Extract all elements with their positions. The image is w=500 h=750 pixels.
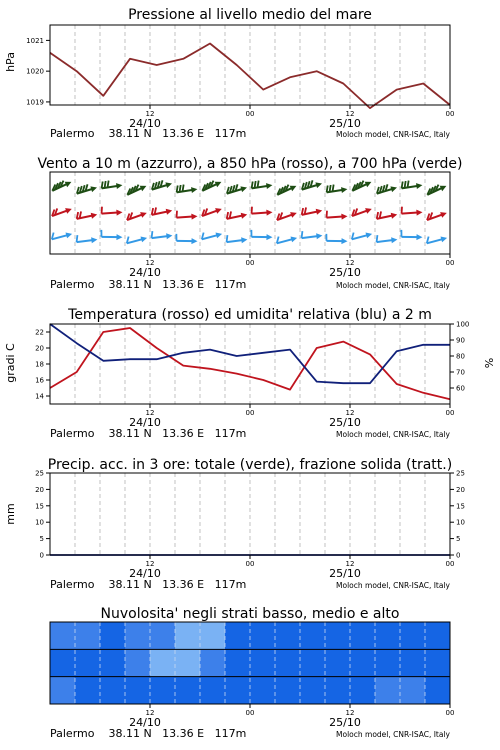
wind-barb-feather bbox=[333, 185, 334, 192]
cloud-cell bbox=[325, 649, 351, 677]
wind-x-ticks bbox=[129, 254, 454, 279]
wind-barb bbox=[127, 185, 146, 195]
wind-barb-head bbox=[441, 237, 448, 243]
cloud-cell bbox=[50, 649, 76, 677]
wind-barb bbox=[102, 207, 123, 216]
x-tick-label: 12 bbox=[145, 709, 155, 717]
date-label: 25/10 bbox=[329, 567, 361, 580]
wind-barb bbox=[352, 233, 372, 240]
pressure-grid bbox=[75, 25, 425, 105]
x-tick-label: 00 bbox=[245, 110, 255, 118]
y-tick-label: 100 bbox=[456, 320, 470, 329]
wind-barb bbox=[52, 181, 71, 191]
wind-barb bbox=[52, 233, 72, 240]
wind-barb-feather bbox=[408, 181, 409, 188]
wind-barb-feather bbox=[405, 181, 406, 188]
cloud-cell bbox=[225, 677, 251, 705]
wind-barb-head bbox=[241, 213, 248, 219]
x-tick-label: 12 bbox=[145, 259, 155, 267]
cloud-cell bbox=[200, 622, 226, 650]
temperature-grid bbox=[75, 324, 425, 404]
cloud-cell bbox=[75, 622, 101, 650]
wind-barb-head bbox=[240, 186, 247, 192]
wind-barb-head bbox=[165, 182, 172, 188]
cloud-cell bbox=[125, 622, 151, 650]
temperature-model: Moloch model, CNR-ISAC, Italy bbox=[336, 430, 450, 439]
wind-barb bbox=[227, 235, 248, 243]
wind-barb bbox=[101, 230, 122, 240]
wind-barb bbox=[377, 211, 398, 218]
y-tick-label: 1021 bbox=[26, 36, 44, 45]
cloud-cell bbox=[350, 622, 376, 650]
temperature-y-ticks bbox=[35, 329, 50, 401]
cloud-cell bbox=[150, 649, 176, 677]
precipitation-y-ticks-right bbox=[450, 470, 465, 560]
wind-barb-feather bbox=[183, 185, 184, 192]
cloud-cell bbox=[50, 677, 76, 705]
wind-barb-head bbox=[241, 237, 247, 243]
cloud-cell bbox=[225, 622, 251, 650]
wind-barb-feather bbox=[77, 235, 78, 242]
cloud-cell bbox=[200, 677, 226, 705]
wind-barb bbox=[327, 185, 348, 193]
temperature-panel bbox=[4, 307, 496, 440]
wind-barb-head bbox=[91, 237, 97, 243]
wind-barb bbox=[302, 207, 323, 214]
cloud-panel bbox=[50, 606, 454, 740]
cloud-cell bbox=[125, 649, 151, 677]
cloud-cell bbox=[400, 622, 426, 650]
y-tick-label: 15 bbox=[35, 502, 44, 511]
wind-barb bbox=[302, 180, 322, 189]
wind-barb-head bbox=[291, 237, 298, 243]
wind-barb bbox=[251, 230, 272, 240]
wind-barb-head bbox=[416, 234, 422, 240]
cloud-cell bbox=[175, 649, 201, 677]
cloud-cell bbox=[350, 677, 376, 705]
y-tick-label: 25 bbox=[456, 469, 465, 478]
wind-barb-head bbox=[66, 233, 73, 239]
wind-barb-feather bbox=[330, 185, 331, 192]
precipitation-grid bbox=[75, 473, 425, 555]
wind-barb bbox=[427, 185, 446, 195]
wind-barb-feather bbox=[327, 185, 328, 192]
precipitation-ylabel: mm bbox=[4, 503, 17, 525]
wind-barb bbox=[52, 208, 72, 216]
cloud-cell bbox=[375, 677, 401, 705]
wind-barb bbox=[427, 212, 447, 220]
temperature-x-ticks bbox=[129, 404, 454, 429]
cloud-cell bbox=[275, 649, 301, 677]
x-tick-label: 00 bbox=[245, 709, 255, 717]
y-tick-label: 5 bbox=[39, 535, 44, 544]
wind-barb-feather bbox=[302, 231, 303, 238]
x-tick-label: 12 bbox=[345, 259, 355, 267]
wind-barb-head bbox=[366, 233, 373, 239]
wind-barb-feather bbox=[105, 181, 106, 188]
y-tick-label: 20 bbox=[456, 485, 465, 494]
wind-barb-feather bbox=[108, 181, 109, 188]
x-tick-label: 12 bbox=[345, 409, 355, 417]
precipitation-panel bbox=[4, 457, 465, 591]
x-tick-label: 12 bbox=[345, 709, 355, 717]
wind-barb bbox=[152, 180, 172, 189]
wind-barb bbox=[352, 208, 372, 216]
x-tick-label: 00 bbox=[445, 409, 455, 417]
cloud-cell bbox=[300, 622, 326, 650]
wind-barb bbox=[277, 212, 297, 220]
wind-barb-feather bbox=[258, 181, 259, 188]
cloud-cell bbox=[75, 649, 101, 677]
cloud-cell bbox=[375, 622, 401, 650]
y-tick-label: 70 bbox=[456, 368, 465, 377]
wind-barb bbox=[127, 237, 147, 244]
cloud-cell bbox=[325, 622, 351, 650]
cloud-cell bbox=[125, 677, 151, 705]
y-tick-label: 20 bbox=[35, 485, 44, 494]
cloud-cell bbox=[200, 649, 226, 677]
wind-barb bbox=[402, 207, 423, 216]
wind-barb bbox=[177, 185, 198, 193]
y-tick-label: 60 bbox=[456, 384, 465, 393]
precipitation-y-ticks bbox=[35, 470, 50, 560]
wind-barb bbox=[176, 234, 197, 244]
wind-barb bbox=[127, 212, 147, 220]
wind-barb bbox=[401, 230, 422, 240]
temperature-ylabel: gradi C bbox=[4, 343, 17, 383]
date-label: 25/10 bbox=[329, 416, 361, 429]
precipitation-x-ticks bbox=[129, 555, 454, 580]
wind-barb bbox=[152, 207, 173, 214]
y-tick-label: 0 bbox=[456, 551, 461, 560]
cloud-cell bbox=[350, 649, 376, 677]
wind-barb bbox=[152, 231, 173, 239]
y-tick-label: 5 bbox=[456, 535, 461, 544]
precipitation-title: Precip. acc. in 3 ore: totale (verde), frazione solida (tratt.) bbox=[47, 457, 453, 473]
wind-barb bbox=[252, 181, 273, 189]
wind-barb-head bbox=[191, 214, 197, 220]
date-label: 24/10 bbox=[129, 567, 161, 580]
temperature-frame bbox=[50, 324, 450, 404]
wind-barb-head bbox=[316, 233, 322, 239]
wind-barb bbox=[227, 211, 248, 218]
precipitation-location: Palermo 38.11 N 13.36 E 117m bbox=[50, 578, 247, 591]
temperature-title: Temperatura (rosso) ed umidita' relativa (blu) a 2 m bbox=[68, 307, 432, 323]
wind-barb-head bbox=[116, 234, 122, 240]
date-label: 24/10 bbox=[129, 716, 161, 729]
wind-barb-head bbox=[166, 209, 173, 215]
cloud-cell bbox=[175, 677, 201, 705]
date-label: 25/10 bbox=[329, 266, 361, 279]
y-tick-label: 1019 bbox=[26, 98, 44, 107]
wind-model: Moloch model, CNR-ISAC, Italy bbox=[336, 281, 450, 290]
precipitation-model: Moloch model, CNR-ISAC, Italy bbox=[336, 581, 450, 590]
wind-barb-head bbox=[166, 233, 172, 239]
y-tick-label: 10 bbox=[35, 518, 44, 527]
wind-barb bbox=[77, 184, 97, 193]
date-label: 24/10 bbox=[129, 416, 161, 429]
x-tick-label: 00 bbox=[445, 110, 455, 118]
wind-barb bbox=[277, 185, 296, 195]
temperature-location: Palermo 38.11 N 13.36 E 117m bbox=[50, 427, 247, 440]
pressure-model: Moloch model, CNR-ISAC, Italy bbox=[336, 130, 450, 139]
cloud-x-ticks bbox=[129, 704, 454, 729]
x-tick-label: 00 bbox=[245, 259, 255, 267]
pressure-ylabel: hPa bbox=[4, 52, 17, 72]
wind-barb bbox=[177, 211, 198, 220]
wind-barb bbox=[302, 231, 323, 239]
pressure-location: Palermo 38.11 N 13.36 E 117m bbox=[50, 127, 247, 140]
wind-plot bbox=[52, 180, 447, 244]
wind-barb-feather bbox=[252, 181, 253, 188]
wind-barb bbox=[377, 184, 397, 193]
wind-barb-head bbox=[266, 210, 272, 216]
wind-barb bbox=[227, 184, 247, 193]
wind-barb bbox=[326, 234, 347, 244]
wind-barb bbox=[352, 181, 371, 191]
x-tick-label: 00 bbox=[245, 560, 255, 568]
y-tick-label: 20 bbox=[35, 344, 44, 353]
cloud-cell bbox=[250, 677, 276, 705]
y-tick-label: 80 bbox=[456, 352, 465, 361]
date-label: 25/10 bbox=[329, 716, 361, 729]
wind-barb bbox=[377, 235, 398, 243]
wind-barb-head bbox=[116, 183, 122, 189]
wind-panel bbox=[37, 156, 462, 291]
wind-barb-head bbox=[90, 186, 97, 192]
cloud-cell bbox=[425, 677, 451, 705]
y-tick-label: 22 bbox=[35, 328, 44, 337]
cloud-cell bbox=[325, 677, 351, 705]
wind-barb bbox=[77, 211, 98, 218]
wind-barb-head bbox=[116, 210, 122, 216]
cloud-cell bbox=[425, 622, 451, 650]
cloud-cell bbox=[150, 622, 176, 650]
wind-location: Palermo 38.11 N 13.36 E 117m bbox=[50, 278, 247, 291]
y-tick-label: 0 bbox=[39, 551, 44, 560]
precipitation-frame bbox=[50, 473, 450, 555]
wind-barb bbox=[77, 235, 98, 243]
cloud-cell bbox=[75, 677, 101, 705]
wind-barb bbox=[202, 233, 222, 240]
wind-barb-head bbox=[416, 210, 422, 216]
pressure-panel bbox=[4, 7, 454, 140]
y-tick-label: 25 bbox=[35, 469, 44, 478]
cloud-cell bbox=[250, 622, 276, 650]
cloud-location: Palermo 38.11 N 13.36 E 117m bbox=[50, 727, 247, 740]
wind-barb-head bbox=[316, 209, 323, 215]
y-tick-label: 18 bbox=[35, 360, 44, 369]
cloud-cell bbox=[150, 677, 176, 705]
cloud-cell bbox=[300, 677, 326, 705]
wind-barb bbox=[202, 208, 222, 216]
y-tick-label: 1020 bbox=[26, 67, 44, 76]
cloud-cell bbox=[50, 622, 76, 650]
date-label: 25/10 bbox=[329, 117, 361, 130]
y-tick-label: 16 bbox=[35, 376, 44, 385]
wind-barb-feather bbox=[377, 235, 378, 242]
x-tick-label: 12 bbox=[145, 110, 155, 118]
wind-barb-head bbox=[416, 183, 422, 189]
x-tick-label: 00 bbox=[445, 560, 455, 568]
pressure-y-ticks bbox=[26, 37, 50, 107]
x-tick-label: 12 bbox=[345, 560, 355, 568]
wind-barb-feather bbox=[102, 181, 103, 188]
wind-title: Vento a 10 m (azzurro), a 850 hPa (rosso), a 700 hPa (verde) bbox=[37, 156, 463, 172]
wind-barb-feather bbox=[402, 181, 403, 188]
cloud-cell bbox=[400, 649, 426, 677]
cloud-cell bbox=[300, 649, 326, 677]
wind-barb-head bbox=[191, 187, 197, 193]
wind-barb-feather bbox=[177, 185, 178, 192]
wind-barb-head bbox=[141, 237, 148, 243]
wind-barb bbox=[402, 181, 423, 189]
x-tick-label: 00 bbox=[445, 259, 455, 267]
wind-barb bbox=[202, 181, 221, 191]
y-tick-label: 10 bbox=[456, 518, 465, 527]
x-tick-label: 00 bbox=[245, 409, 255, 417]
pressure-frame bbox=[50, 25, 450, 105]
wind-barb-feather bbox=[180, 185, 181, 192]
cloud-title: Nuvolosita' negli strati basso, medio e alto bbox=[100, 606, 400, 622]
x-tick-label: 12 bbox=[145, 560, 155, 568]
y-tick-label: 15 bbox=[456, 502, 465, 511]
wind-barb-head bbox=[315, 182, 322, 188]
cloud-cell bbox=[100, 677, 126, 705]
cloud-cell bbox=[250, 649, 276, 677]
humidity-y-ticks bbox=[450, 321, 469, 393]
date-label: 24/10 bbox=[129, 266, 161, 279]
wind-barb-head bbox=[266, 183, 272, 189]
cloud-cell bbox=[400, 677, 426, 705]
y-tick-label: 90 bbox=[456, 336, 465, 345]
wind-barb-feather bbox=[152, 231, 153, 238]
cloud-cell bbox=[375, 649, 401, 677]
wind-barb-feather bbox=[255, 181, 256, 188]
wind-barb bbox=[102, 181, 123, 189]
wind-barb-head bbox=[341, 238, 347, 244]
cloud-cell bbox=[175, 622, 201, 650]
humidity-ylabel: % bbox=[483, 357, 496, 369]
date-label: 24/10 bbox=[129, 117, 161, 130]
cloud-cell bbox=[100, 622, 126, 650]
x-tick-label: 12 bbox=[145, 409, 155, 417]
cloud-cell bbox=[100, 649, 126, 677]
cloud-cell bbox=[275, 677, 301, 705]
wind-barb-head bbox=[266, 234, 272, 240]
x-tick-label: 00 bbox=[445, 709, 455, 717]
wind-barb bbox=[252, 207, 273, 216]
wind-barb-head bbox=[391, 237, 397, 243]
wind-barb-head bbox=[91, 213, 98, 219]
wind-barb-head bbox=[216, 233, 223, 239]
wind-barb bbox=[427, 237, 447, 244]
wind-barb bbox=[277, 237, 297, 244]
y-tick-label: 14 bbox=[35, 392, 44, 401]
cloud-model: Moloch model, CNR-ISAC, Italy bbox=[336, 730, 450, 739]
wind-barb-head bbox=[341, 214, 347, 220]
wind-barb bbox=[327, 211, 348, 220]
pressure-title: Pressione al livello medio del mare bbox=[128, 7, 372, 23]
cloud-cell bbox=[225, 649, 251, 677]
cloud-cell bbox=[275, 622, 301, 650]
wind-barb-feather bbox=[227, 235, 228, 242]
wind-barb-head bbox=[391, 213, 398, 219]
wind-barb-head bbox=[390, 186, 397, 192]
x-tick-label: 12 bbox=[345, 110, 355, 118]
wind-barb-head bbox=[191, 238, 197, 244]
wind-barb-head bbox=[341, 187, 347, 193]
cloud-cell bbox=[425, 649, 451, 677]
